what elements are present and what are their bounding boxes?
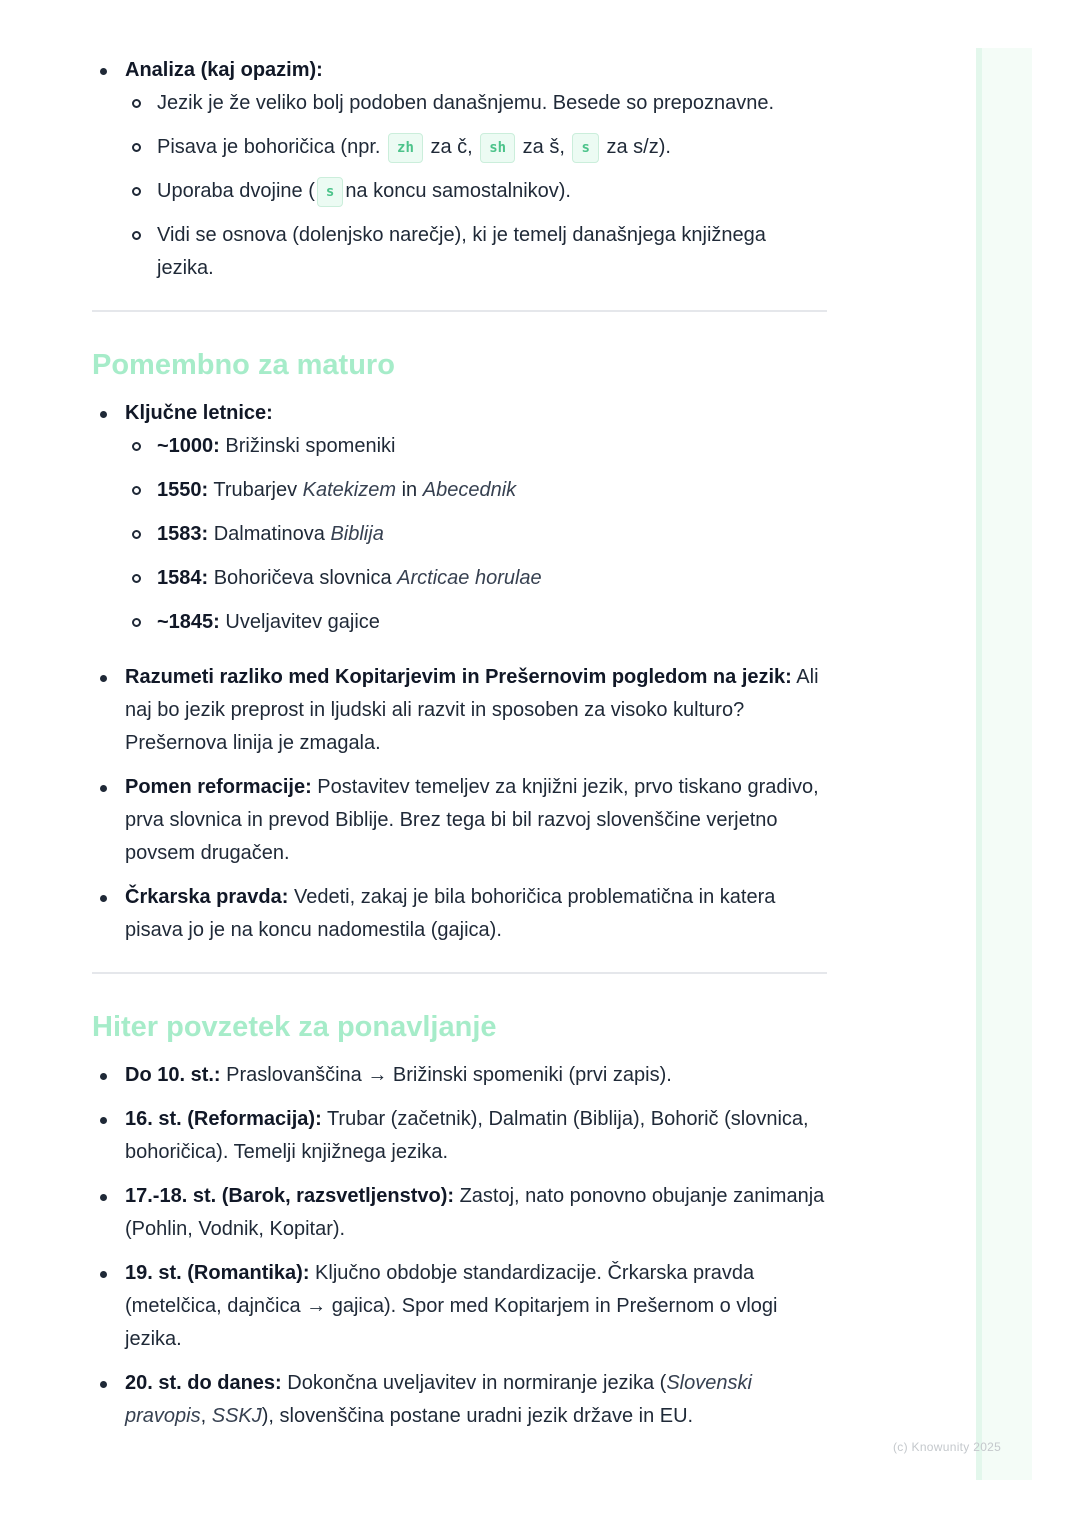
side-strip (976, 48, 1032, 1480)
povzetek-list (92, 1059, 827, 1433)
divider (92, 972, 827, 974)
section-heading-matura: Pomembno za maturo (92, 349, 395, 381)
list-item: Do 10. st.: Praslovanščina → Brižinski spomeniki (prvi zapis). (92, 1059, 827, 1092)
list-item: 17.-18. st. (Barok, razsvetljenstvo): Zastoj, nato ponovno obujanje zanimanja (Pohlin, Vodnik, Kopitar). (92, 1180, 827, 1246)
divider (92, 310, 827, 312)
year-item: 1583: Dalmatinova Biblija (125, 518, 827, 551)
list-item: Pisava je bohoričica (npr. zh za č, sh za š, s za s/z). (125, 131, 827, 164)
matura-list (92, 397, 827, 947)
list-item: Jezik je že veliko bolj podoben današnjemu. Besede so prepoznavne. (125, 87, 827, 120)
list-item: Črkarska pravda: Vedeti, zakaj je bila bohoričica problematična in katera pisava jo je na koncu nadomestila (gajica). (92, 881, 827, 947)
code-zh: zh (388, 133, 423, 163)
code-sh: sh (480, 133, 515, 163)
letnice-sublist (125, 430, 827, 639)
document-content (92, 48, 827, 1444)
year-item: 1584: Bohoričeva slovnica Arcticae horulae (125, 562, 827, 595)
list-item (92, 397, 827, 639)
section-heading-povzetek: Hiter povzetek za ponavljanje (92, 1011, 497, 1043)
year-item: 1550: Trubarjev Katekizem in Abecednik (125, 474, 827, 507)
analiza-sublist (125, 87, 827, 285)
code-s-dual: s (317, 177, 343, 207)
analiza-list (92, 54, 827, 285)
code-s: s (572, 133, 598, 163)
list-item: Vidi se osnova (dolenjsko narečje), ki je temelj današnjega knjižnega jezika. (125, 219, 827, 285)
year-item: ~1000: Brižinski spomeniki (125, 430, 827, 463)
analiza-title: Analiza (kaj opazim): (125, 59, 323, 81)
year-item: ~1845: Uveljavitev gajice (125, 606, 827, 639)
analiza-item (92, 54, 827, 285)
list-item: 16. st. (Reformacija): Trubar (začetnik), Dalmatin (Biblija), Bohorič (slovnica, bohoričica). Temelji knjižnega jezika. (92, 1103, 827, 1169)
list-item: 19. st. (Romantika): Ključno obdobje standardizacije. Črkarska pravda (metelčica, dajnčica → gajica). Spor med Kopitarjem in Prešernom o vlogi jezika. (92, 1257, 827, 1356)
list-item: Uporaba dvojine ( s na koncu samostalnikov). (125, 175, 827, 208)
list-item: 20. st. do danes: Dokončna uveljavitev in normiranje jezika (Slovenski pravopis, SSKJ), slovenščina postane uradni jezik države in EU. (92, 1367, 827, 1433)
list-item: Pomen reformacije: Postavitev temeljev za knjižni jezik, prvo tiskano gradivo, prva slovnica in prevod Biblije. Brez tega bi bil razvoj slovenščine verjetno povsem drugačen. (92, 771, 827, 870)
letnice-title: Ključne letnice: (125, 402, 273, 424)
copyright-footer: (c) Knowunity 2025 (893, 1440, 1002, 1454)
list-item: Razumeti razliko med Kopitarjevim in Prešernovim pogledom na jezik: Ali naj bo jezik preprost in ljudski ali razvit in sposoben za visoko kulturo? Prešernova linija je zmagala. (92, 661, 827, 760)
